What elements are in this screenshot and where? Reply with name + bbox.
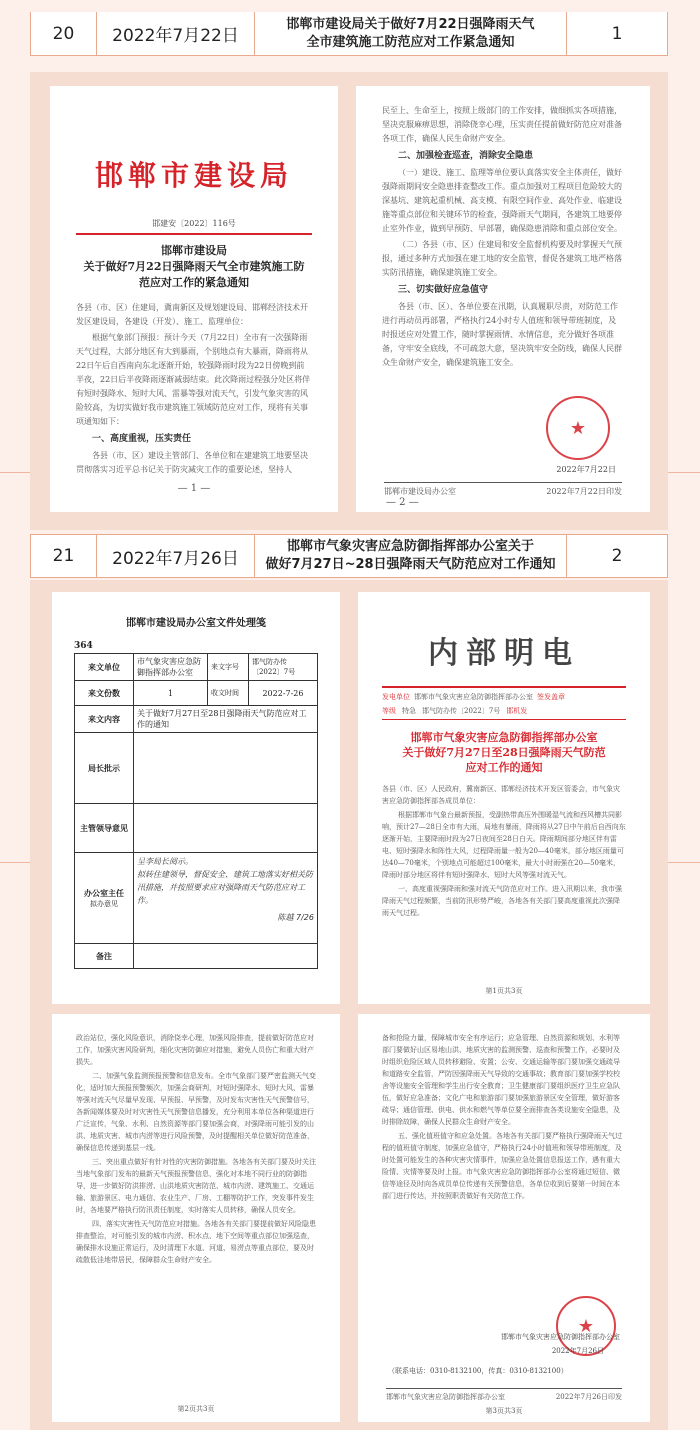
doc-title-line3: 范应对工作的紧急通知	[139, 276, 249, 289]
form-value: 2022-7-26	[248, 681, 317, 706]
form-label-main: 办公室主任	[84, 887, 124, 898]
red-divider	[382, 686, 626, 688]
body-paragraph: 各县（市、区）建设主管部门、各单位和在建建筑工地要坚决贯彻落实习近平总书记关于防灾减灾工作的重要论述，坚持人	[76, 451, 308, 474]
record-title-line1: 邯郸市建设局关于做好7月22日强降雨天气	[286, 16, 535, 32]
record-title	[255, 12, 567, 55]
addressee: 各县（市、区）住建局，冀南新区及规划建设局、邯郸经济技术开发区建设局，各建设（开发）、施工、监理单位：	[76, 303, 308, 326]
body-paragraph: 二、加强气象监测预报预警和信息发布。全市气象部门要严密监测天气变化，适时加大预报预警频次，加强会商研判，对短时强降水、短时大风、雷暴等强对流天气尽量早发现、早预报、早预警，及时发布灾害性天气预警信号，各新闻媒体要及时对灾害性天气预警信息播发，充分利用本单位各种渠道进行广泛宣传，气象、水利、自然资源等部门要加强会商，对强降雨可能引发的山洪、地质灾害、城市内涝等进行风险预警，及时提醒相关单位做好防范准备，确保信息传递到基层一线。	[76, 1072, 316, 1152]
grade-row	[382, 706, 626, 716]
page-number: 第3页共3页	[485, 1407, 523, 1415]
contact-info: （联系电话：0310-8132100，传真：0310-8132100）	[388, 1367, 568, 1375]
record-title	[255, 535, 567, 577]
page-number: — 2 —	[386, 497, 419, 508]
document-page-1[interactable]	[50, 86, 338, 512]
official-seal	[546, 396, 610, 460]
body-paragraph: 民至上、生命至上，按照上级部门的工作安排，做细抓实各项措施，坚决克服麻痹思想，消除侥幸心理，压实责任提前做好防范应对准备各项工作，确保人民生命财产安全。	[382, 106, 622, 143]
grade-value: 特急	[402, 707, 416, 715]
page-number: — 1 —	[177, 483, 211, 494]
sign-date: 2022年7月22日	[556, 465, 616, 474]
record-title-line2: 做好7月27日~28日强降雨天气防范应对工作通知	[265, 557, 556, 572]
grade-label: 等级	[382, 707, 396, 715]
handwritten-opinion	[134, 853, 318, 944]
addressee: 各县（市、区）人民政府，冀南新区、邯郸经济技术开发区管委会，市气象灾害应急防御指挥部各成员单位：	[382, 785, 620, 805]
handwriting-line: 拟转住建领导，督促安全、建筑工地落实好相关防汛措施，并按照要求应对强降雨天气防范应对工作。	[137, 870, 313, 905]
sender-label: 发电单位	[382, 693, 410, 701]
body-paragraph: 各县（市、区）、各单位要在汛期，认真履职尽责，对防范工作进行再动员再部署，严格执行24小时专人值班和领导带班制度，及时报送应对处置工作，随时掌握雨情、水情信息，充分做好各项准备，守牢安全底线，不可疏忽大意，坚决筑牢安全防线，确保人民群众生命财产安全，确保建筑施工安全。	[382, 302, 622, 367]
body-paragraph: 政治站位，强化风险意识，消除侥幸心理，加强风险排查，提前做好防范应对工作，加强灾害风险研判，细化灾害防御应对措施，避免人员伤亡和重大财产损失。	[76, 1034, 314, 1066]
document-page-telegram-3[interactable]	[358, 1014, 650, 1422]
form-value: 关于做好7月27日至28日强降雨天气防范应对工作的通知	[134, 706, 318, 733]
doc-title	[76, 243, 312, 291]
body-paragraph: （二）各县（市、区）住建局和安全监督机构要及时掌握天气预报，通过多种方式加强在建工地的安全监管，督促各建筑工地严格落实防汛措施，确保建筑施工安全。	[382, 240, 622, 277]
form-value-empty	[134, 733, 318, 804]
form-value-empty	[134, 944, 318, 969]
record-title-line1: 邯郸市气象灾害应急防御指挥部办公室关于	[286, 539, 534, 554]
body-paragraph: 备和抢险力量，保障城市安全有序运行；应急管理、自然资源和规划、水利等部门要做好山区易地山洪、地质灾害的监测预警、巡查和预警工作，必要时及时组织危险区域人员转移避险、安置；公安、交通运输等部门要加强交通疏导和道路安全监管，严防因强降雨天气导致的交通事故；教育部门要加强学校校舍等设施安全管理和学生出行安全教育；卫生健康部门要组织医疗卫生应急队伍，做好应急准备；文化广电和旅游部门要加强旅游景区安全管理，做好游客疏导；通信管理、供电、供水和燃气等单位要全面排查各类设施安全隐患，及时排除故障，确保人民群众生命财产安全。	[382, 1034, 620, 1126]
form-value: 1	[134, 681, 208, 706]
record-page-count: 2	[611, 546, 623, 566]
form-label: 来文字号	[207, 654, 248, 681]
record-20-scan-panel	[30, 72, 668, 530]
form-serial: 364	[74, 641, 93, 651]
body-paragraph: （一）建设、施工、监理等单位要认真落实安全主体责任，做好强降雨期间安全隐患排查整改工作。重点加强对工程项目危险较大的深基坑、建筑起重机械、高支模、有限空间作业、高处作业、临建设施等重点部位和关键环节的检查，强降雨天气期间，各建筑工地要停止室外作业，做到早预防、早部署，确保隐患消除和重点部位安全。	[382, 168, 622, 233]
form-label: 来文份数	[75, 681, 134, 706]
body-paragraph: 四、落实灾害性天气防范应对措施。各地各有关部门要提前做好风险隐患排查整治，对可能引发的城市内涝、积水点、地下空间等重点部位加强巡查，确保排水设施正常运行，及时清理下水道、河道、易涝点等重点部位，要及时疏散低洼地带居民，保障群众生命财产安全。	[76, 1220, 316, 1264]
record-21-scan-panel	[30, 580, 668, 1430]
body-paragraph: 根据气象部门预报：预计今天（7月22日）全市有一次强降雨天气过程，大部分地区有大到暴雨，个别地点有大暴雨，降雨将从22日午后自西南向东北逐渐开始，较强降雨时段为22日傍晚到前半夜，22日后半夜降雨逐渐减弱结束。此次降雨过程强分处区将伴有短时强降水、短时大风、雷暴等强对流天气，引发气象灾害的风险较高，为切实做好我市建筑施工领域防范应对工作，现将有关事项通知如下：	[76, 333, 311, 426]
telegram-header: 内部明电	[428, 636, 580, 671]
document-page-form[interactable]	[52, 592, 340, 1004]
sender-row	[382, 692, 626, 702]
form-value: 市气象灾害应急防御指挥部办公室	[134, 654, 208, 681]
record-date: 2022年7月22日	[97, 12, 255, 55]
section-heading: 三、切实做好应急值守	[398, 285, 489, 295]
form-label: 备注	[75, 944, 134, 969]
footer-date: 2022年7月26日印发	[555, 1393, 622, 1401]
footer-issuer: 邯郸市建设局办公室	[384, 487, 456, 496]
handwritten-signature: 陈越 7/26	[277, 913, 314, 922]
telegram-title-line3: 应对工作的通知	[465, 761, 543, 774]
record-header-21	[30, 534, 668, 578]
page-number: 第1页共3页	[485, 987, 523, 995]
machine-label: 邯机发	[506, 707, 528, 715]
section-heading: 二、加强检查巡查，消除安全隐患	[398, 151, 534, 161]
form-label: 主管领导意见	[75, 804, 134, 853]
telegram-title	[382, 730, 626, 775]
sender-value: 邯郸市气象灾害应急防御指挥部办公室	[414, 693, 533, 701]
doc-number: 邯建安〔2022〕116号	[152, 219, 236, 228]
body-paragraph: 三、突出重点做好有针对性的灾害防御措施。各地各有关部门要及时关注当地气象部门发布的最新天气预报预警信息，强化对本地不同行业的防御指导，进一步做好防洪排涝、山洪地质灾害防范、城市内涝、建筑施工、交通运输、旅游景区、电力通信、农业生产、厂房、工棚等防护工作，突发事件发生时，各地要严格执行防汛责任制度，实时落实人员转移，确保人员安全。	[76, 1158, 316, 1214]
form-label: 收文时间	[207, 681, 248, 706]
doc-title-line2: 关于做好7月22日强降雨天气全市建筑施工防	[83, 260, 305, 273]
record-header-20	[30, 12, 668, 56]
body-paragraph: 一、高度重视强降雨和强对流天气防范应对工作。进入汛期以来，我市强降雨天气过程频繁，当前防汛形势严峻，各地各有关部门要高度重视此次强降雨天气过程。	[382, 885, 622, 917]
star-icon: ★	[569, 417, 587, 439]
record-date: 2022年7月26日	[97, 535, 255, 577]
red-divider	[76, 233, 312, 235]
body-paragraph: 五、强化值班值守和应急处置。各地各有关部门要严格执行强降雨天气过程的值班值守制度，加强应急值守，严格执行24小时值班和领导带班制度，及时处置可能发生的各种灾害灾情事件，加强应急处置信息报送工作，遇有重大险情、灾情等要及时上报。市气象灾害应急防御指挥部办公室将通过短信、微信等途径及时向各成员单位传递有关预警信息，各单位收到后要第一时间在本部门进行传达，并按照职责做好有关防范工作。	[382, 1132, 622, 1200]
form-label: 来文内容	[75, 706, 134, 733]
page-number: 第2页共3页	[177, 1405, 215, 1413]
sign-date: 2022年7月26日	[551, 1347, 604, 1355]
form-value-empty	[134, 804, 318, 853]
body-paragraph: 根据邯郸市气象台最新预报，受副热带高压外围暖湿气流和西风槽共同影响，预计27—28日全市有大雨，局地有暴雨，降雨将从27日中午前后自西向东逐渐开始，主要降雨时段为27日夜间至28日白天。降雨期间部分地区伴有雷电、短时强降水和阵性大风，过程降雨量一般为20—40毫米，部分地区雨量可达40—70毫米，个别地点可能超过100毫米，最大小时雨强在20—50毫米，降雨时部分地区将伴有短时强降水、短时大风等强对流天气。	[382, 811, 626, 879]
document-page-telegram-2[interactable]	[52, 1014, 340, 1422]
signer-label: 签发盖章	[537, 693, 565, 701]
handwriting-line: 呈李局长阅示。	[137, 857, 193, 866]
letterhead-title: 邯郸市建设局	[94, 159, 293, 192]
form-title: 邯郸市建设局办公室文件处理笺	[126, 618, 266, 629]
page-footer	[384, 482, 622, 497]
form-value: 邯气防办传〔2022〕7号	[248, 654, 317, 681]
number-value: 邯气防办传〔2022〕7号	[422, 707, 501, 715]
document-page-telegram[interactable]	[358, 592, 650, 1004]
doc-title-line1: 邯郸市建设局	[161, 244, 227, 257]
record-number: 20	[31, 12, 97, 55]
star-icon: ★	[577, 1315, 595, 1337]
telegram-title-line1: 邯郸市气象灾害应急防御指挥部办公室	[410, 731, 598, 744]
footer-issuer: 邯郸市气象灾害应急防御指挥部办公室	[386, 1393, 505, 1401]
sign-org: 邯郸市气象灾害应急防御指挥部办公室	[501, 1333, 620, 1341]
footer-date: 2022年7月22日印发	[546, 487, 622, 496]
document-page-2[interactable]	[356, 86, 650, 512]
section-heading: 一、高度重视，压实责任	[92, 434, 192, 444]
form-label: 来文单位	[75, 654, 134, 681]
processing-form-table	[74, 653, 318, 969]
form-label-sub: 拟办意见	[90, 899, 118, 908]
page-footer	[386, 1388, 622, 1402]
form-label	[75, 853, 134, 944]
record-page-count: 1	[611, 23, 623, 44]
record-number: 21	[31, 535, 97, 577]
telegram-title-line2: 关于做好7月27日至28日强降雨天气防范	[402, 746, 606, 759]
red-divider	[382, 719, 626, 720]
record-title-line2: 全市建筑施工防范应对工作紧急通知	[306, 34, 515, 50]
form-label: 局长批示	[75, 733, 134, 804]
